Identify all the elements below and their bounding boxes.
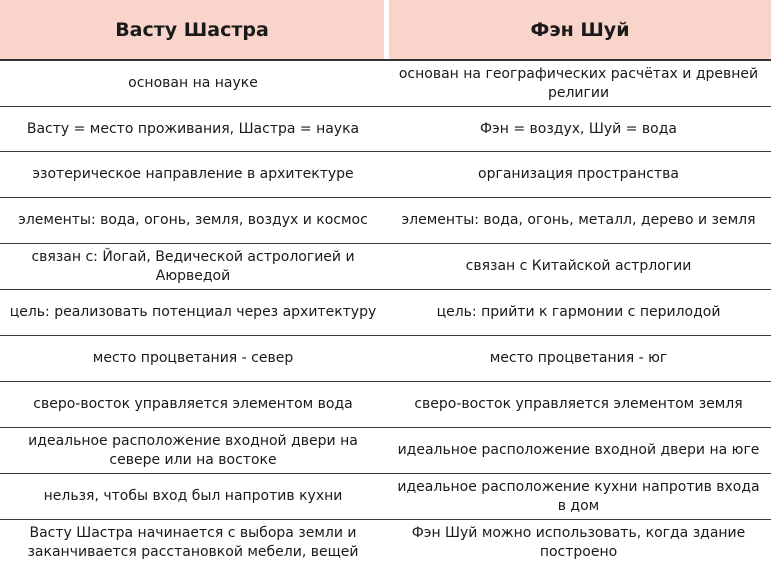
header-vastu-shastra: Васту Шастра	[0, 0, 384, 60]
row-1-fengshui: основан на географических расчётах и древней религии	[398, 65, 759, 101]
table-row	[0, 198, 771, 243]
row-5-vastu: связан с: Йогай, Ведической астрологией и Аюрведой	[31, 248, 355, 284]
row-1-vastu: основан на науке	[128, 75, 258, 91]
row-2-vastu: Васту = место проживания, Шастра = наука	[26, 120, 360, 137]
row-6-vastu: цель: реализовать потенциал через архитектуру	[9, 304, 377, 320]
row-9-fengshui: идеальное расположение входной двери на юге	[397, 442, 760, 458]
row-7-vastu: место процветания - север	[92, 350, 294, 366]
row-10-vastu: нельзя, чтобы вход был напротив кухни	[43, 488, 343, 504]
table-row	[0, 152, 771, 197]
table-row	[0, 244, 771, 289]
row-9-vastu: идеальное расположение входной двери на севере или на востоке	[28, 432, 358, 468]
row-4-vastu: элементы: вода, огонь, земля, воздух и космос	[18, 212, 368, 228]
row-8-fengshui: сверо-восток управляется элементом земля	[414, 396, 743, 412]
row-11-vastu: Васту Шастра начинается с выбора земли и заканчивается расстановкой мебели, вещей	[27, 525, 359, 560]
row-2-fengshui: Фэн = воздух, Шуй = вода	[480, 120, 677, 137]
row-6-fengshui: цель: прийти к гармонии с перилодой	[436, 304, 721, 320]
table-row	[0, 382, 771, 427]
table-row	[0, 61, 771, 106]
table-row	[0, 428, 771, 473]
row-11-fengshui: Фэн Шуй можно использовать, когда здание построено	[411, 525, 746, 560]
row-7-fengshui: место процветания - юг	[489, 350, 668, 366]
row-3-vastu: эзотерическое направление в архитектуре	[32, 166, 354, 182]
row-3-fengshui: организация пространства	[478, 166, 679, 182]
row-8-vastu: сверо-восток управляется элементом вода	[33, 396, 353, 412]
table-row	[0, 290, 771, 335]
table-row	[0, 474, 771, 519]
table-row	[0, 520, 771, 566]
table-row	[0, 107, 771, 151]
row-5-fengshui: связан с Китайской астрлогии	[465, 258, 692, 274]
row-4-fengshui: элементы: вода, огонь, металл, дерево и земля	[401, 212, 756, 228]
row-10-fengshui: идеальное расположение кухни напротив входа в дом	[397, 478, 760, 514]
header-feng-shui: Фэн Шуй	[389, 0, 771, 60]
table-row	[0, 336, 771, 381]
